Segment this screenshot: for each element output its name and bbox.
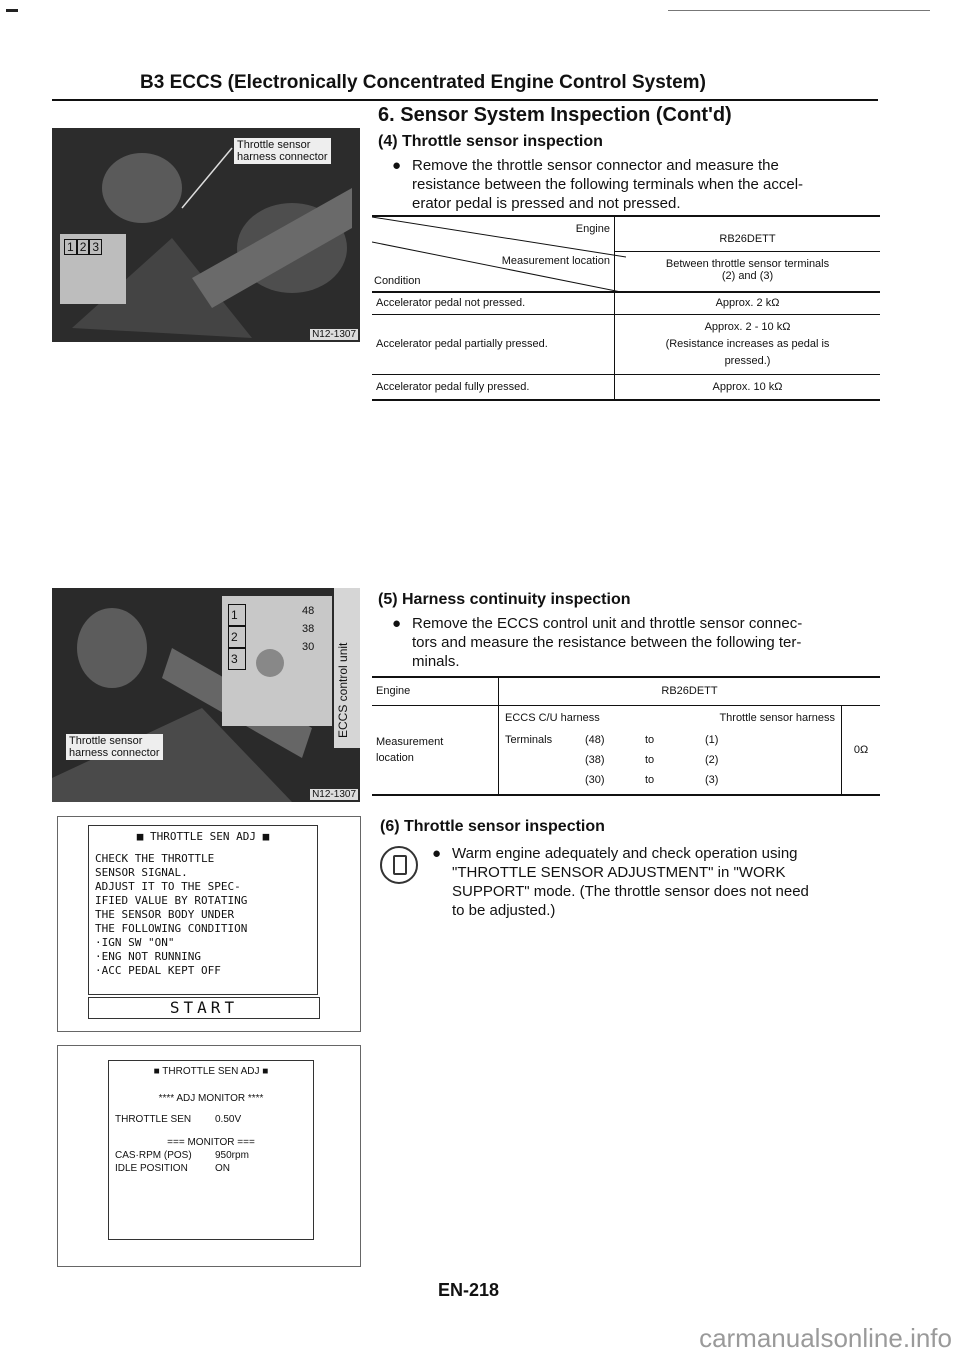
consult-screen-2-frame (57, 1045, 361, 1267)
diagonal-header-cell (372, 216, 615, 292)
terminal-column: 1 2 3 (228, 604, 246, 670)
header-values: RB26DETT Between throttle sensor terminals (2) and (3) (615, 216, 881, 292)
start-button[interactable]: START (88, 997, 320, 1019)
header-engine: Engine (575, 223, 610, 235)
header-rule (52, 99, 878, 101)
continuity-table: Engine RB26DETT Measurement location ECCS C/U harness Throttle sensor harness Terminals (48) (38) (30) to to to (1) (2) (3) 0Ω (372, 676, 880, 796)
step6-heading: (6) Throttle sensor inspection (380, 818, 605, 835)
figure-code: N12-1307 (312, 329, 356, 340)
pin-labels: 48 38 30 (302, 605, 315, 653)
result-value: 0Ω (853, 743, 869, 756)
adj-monitor: **** ADJ MONITOR **** (158, 1093, 264, 1104)
header-condition: Condition (374, 275, 421, 287)
engine-label: Engine (372, 677, 499, 705)
step4-bullet: ● Remove the throttle sensor connector and measure the resistance between the following terminals when the accel- erator pedal is pressed and not pressed. (392, 157, 804, 212)
idle-value: ON (215, 1163, 230, 1174)
throttle-sensor-photo (52, 128, 360, 342)
engine-value: RB26DETT (661, 685, 718, 698)
col-ecu: ECCS C/U harness (505, 711, 600, 724)
col-sensor: Throttle sensor harness (719, 711, 835, 724)
connector-callout: Throttle sensor harness connector (234, 138, 331, 164)
header-measurement: Measurement location (501, 255, 610, 267)
bullet-icon: ● (392, 157, 402, 174)
connector-callout: Throttle sensor harness connector (66, 734, 163, 760)
monitor-header: === MONITOR === (167, 1137, 255, 1148)
section-title: 6. Sensor System Inspection (Cont'd) (378, 104, 732, 126)
corner-mark (6, 9, 18, 12)
step5-bullet: ● Remove the ECCS control unit and throttle sensor connec- tors and measure the resistance between the following ter- minals. (392, 615, 803, 670)
consult-screen-1: ■ THROTTLE SEN ADJ ■ CHECK THE THROTTLE SENSOR SIGNAL. ADJUST IT TO THE SPEC- IFIED VALUE BY ROTATING THE SENSOR BODY UNDER THE FOLLOWING CONDITION ·IGN SW "ON" ·ENG NOT RUNNING ·ACC PEDAL KEPT OFF (88, 825, 318, 995)
page-header: B3 ECCS (Electronically Concentrated Engine Control System) (140, 72, 706, 93)
consult-screen-2: ■ THROTTLE SEN ADJ ■ **** ADJ MONITOR **** THROTTLE SEN 0.50V === MONITOR === CAS·RPM (POS) 950rpm IDLE POSITION ON (108, 1060, 314, 1240)
table-row: Accelerator pedal partially pressed. Approx. 2 - 10 kΩ (Resistance increases as pedal is pressed.) (372, 314, 880, 374)
screen-title: ■ THROTTLE SEN ADJ ■ (136, 830, 270, 843)
bullet-icon: ● (432, 845, 442, 862)
top-rule (668, 10, 930, 11)
table-row: Accelerator pedal fully pressed. Approx. 10 kΩ (372, 374, 880, 400)
step6-bullet: ● Warm engine adequately and check operation using "THROTTLE SENSOR ADJUSTMENT" in "WORK SUPPORT" mode. (The throttle sensor does not need to be adjusted.) (432, 845, 809, 919)
terminal-grid: 1 2 3 (64, 240, 102, 254)
throttle-value: 0.50V (215, 1114, 242, 1125)
consult-tester-icon (380, 846, 418, 884)
step5-heading: (5) Harness continuity inspection (378, 591, 631, 608)
cas-value: 950rpm (215, 1150, 249, 1161)
resistance-table (372, 215, 880, 401)
figure-code: N12-1307 (312, 789, 356, 800)
harness-photo (52, 588, 360, 802)
table-row: Accelerator pedal not pressed. Approx. 2 kΩ (372, 292, 880, 314)
consult-screen-1-frame (57, 816, 361, 1032)
page-number: EN-218 (438, 1280, 500, 1300)
bullet-icon: ● (392, 615, 402, 632)
screen-title: ■ THROTTLE SEN ADJ ■ (153, 1066, 269, 1077)
watermark: carmanualsonline.info (699, 1323, 952, 1353)
ecu-label: ECCS control unit (336, 642, 350, 738)
step4-heading: (4) Throttle sensor inspection (378, 133, 603, 150)
